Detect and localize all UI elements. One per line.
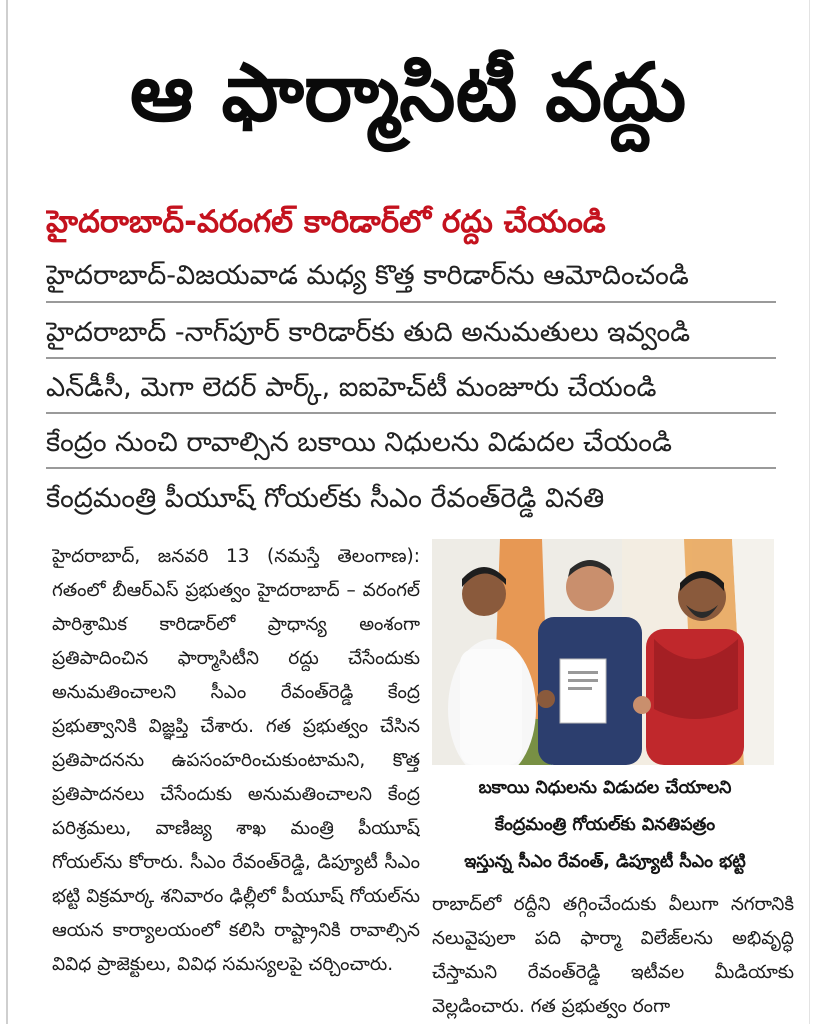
summary-point: ఎన్‌డీసీ, మెగా లెదర్ పార్క్, ఐఐహెచ్‌టీ మంజూరు చేయండి xyxy=(46,372,657,403)
summary-point: కేంద్రం నుంచి రావాల్సిన బకాయి నిధులను విడుదల చేయండి xyxy=(46,427,672,458)
caption-line: కేంద్రమంత్రి గోయల్‌కు వినతిపత్రం xyxy=(494,815,716,835)
caption-line: బకాయి నిధులను విడుదల చేయాలని xyxy=(478,778,732,798)
divider xyxy=(46,412,776,414)
photo-caption xyxy=(440,770,770,881)
divider xyxy=(46,467,776,469)
news-photo xyxy=(432,539,774,765)
divider xyxy=(46,357,776,359)
caption-line: ఇస్తున్న సీఎం రేవంత్, డిప్యూటీ సీఎం భట్టి xyxy=(464,852,746,872)
subheadline: హైదరాబాద్-వరంగల్ కారిడార్‌లో రద్దు చేయండి xyxy=(46,204,606,240)
headline: ఆ ఫార్మాసిటీ వద్దు xyxy=(129,46,687,139)
summary-point: కేంద్రమంత్రి పీయూష్ గోయల్‌కు సీఎం రేవంత్‌రెడ్డి వినతి xyxy=(46,483,605,514)
article-right-column: రాబాద్‌లో రద్దీని తగ్గించేందుకు వీలుగా నగరానికి నలువైపులా పది ఫార్మా విలేజ్‌లను అభివృద్ధి చేస్తామని రేవంత్‌రెడ్డి ఇటీవల మీడియాకు వెల్లడించారు. గత ప్రభుత్వం రంగా xyxy=(432,894,794,1017)
summary-point: హైదరాబాద్-విజయవాడ మధ్య కొత్త కారిడార్‌ను ఆమోదించండి xyxy=(46,260,689,291)
photo-illustration xyxy=(432,539,774,765)
divider xyxy=(46,301,776,303)
article-left-column: హైదరాబాద్, జనవరి 13 (నమస్తే తెలంగాణ): గతంలో బీఆర్‌ఎస్ ప్రభుత్వం హైదరాబాద్ – వరంగల్ పారిశ్రామిక కారిడార్‌లో ప్రాధాన్య అంశంగా ప్రతిపాదించిన ఫార్మాసిటీని రద్దు చేసేందుకు అనుమతించాలని సీఎం రేవంత్‌రెడ్డి కేంద్ర ప్రభుత్వానికి విజ్ఞప్తి చేశారు. గత ప్రభుత్వం చేసిన ప్రతిపాదనను ఉపసంహరించుకుంటామని, కొత్త ప్రతిపాదనలు చేసేందుకు అనుమతించాలని కేంద్ర పరిశ్రమలు, వాణిజ్య శాఖ మంత్రి పీయూష్ గోయల్‌ను కోరారు. సీఎం రేవంత్‌రెడ్డి, డిప్యూటీ సీఎం భట్టి విక్రమార్క శనివారం ఢిల్లీలో పీయూష్ గోయల్‌ను ఆయన కార్యాలయంలో కలిసి రాష్ట్రానికి రావాల్సిన వివిధ ప్రాజెక్టులు, వివిధ సమస్యలపై చర్చించారు. xyxy=(52,546,420,975)
page-edge-right xyxy=(809,0,810,1024)
summary-point: హైదరాబాద్ -నాగ్‌పూర్ కారిడార్‌కు తుది అనుమతులు ఇవ్వండి xyxy=(46,317,691,348)
page-edge-left xyxy=(6,0,8,1024)
